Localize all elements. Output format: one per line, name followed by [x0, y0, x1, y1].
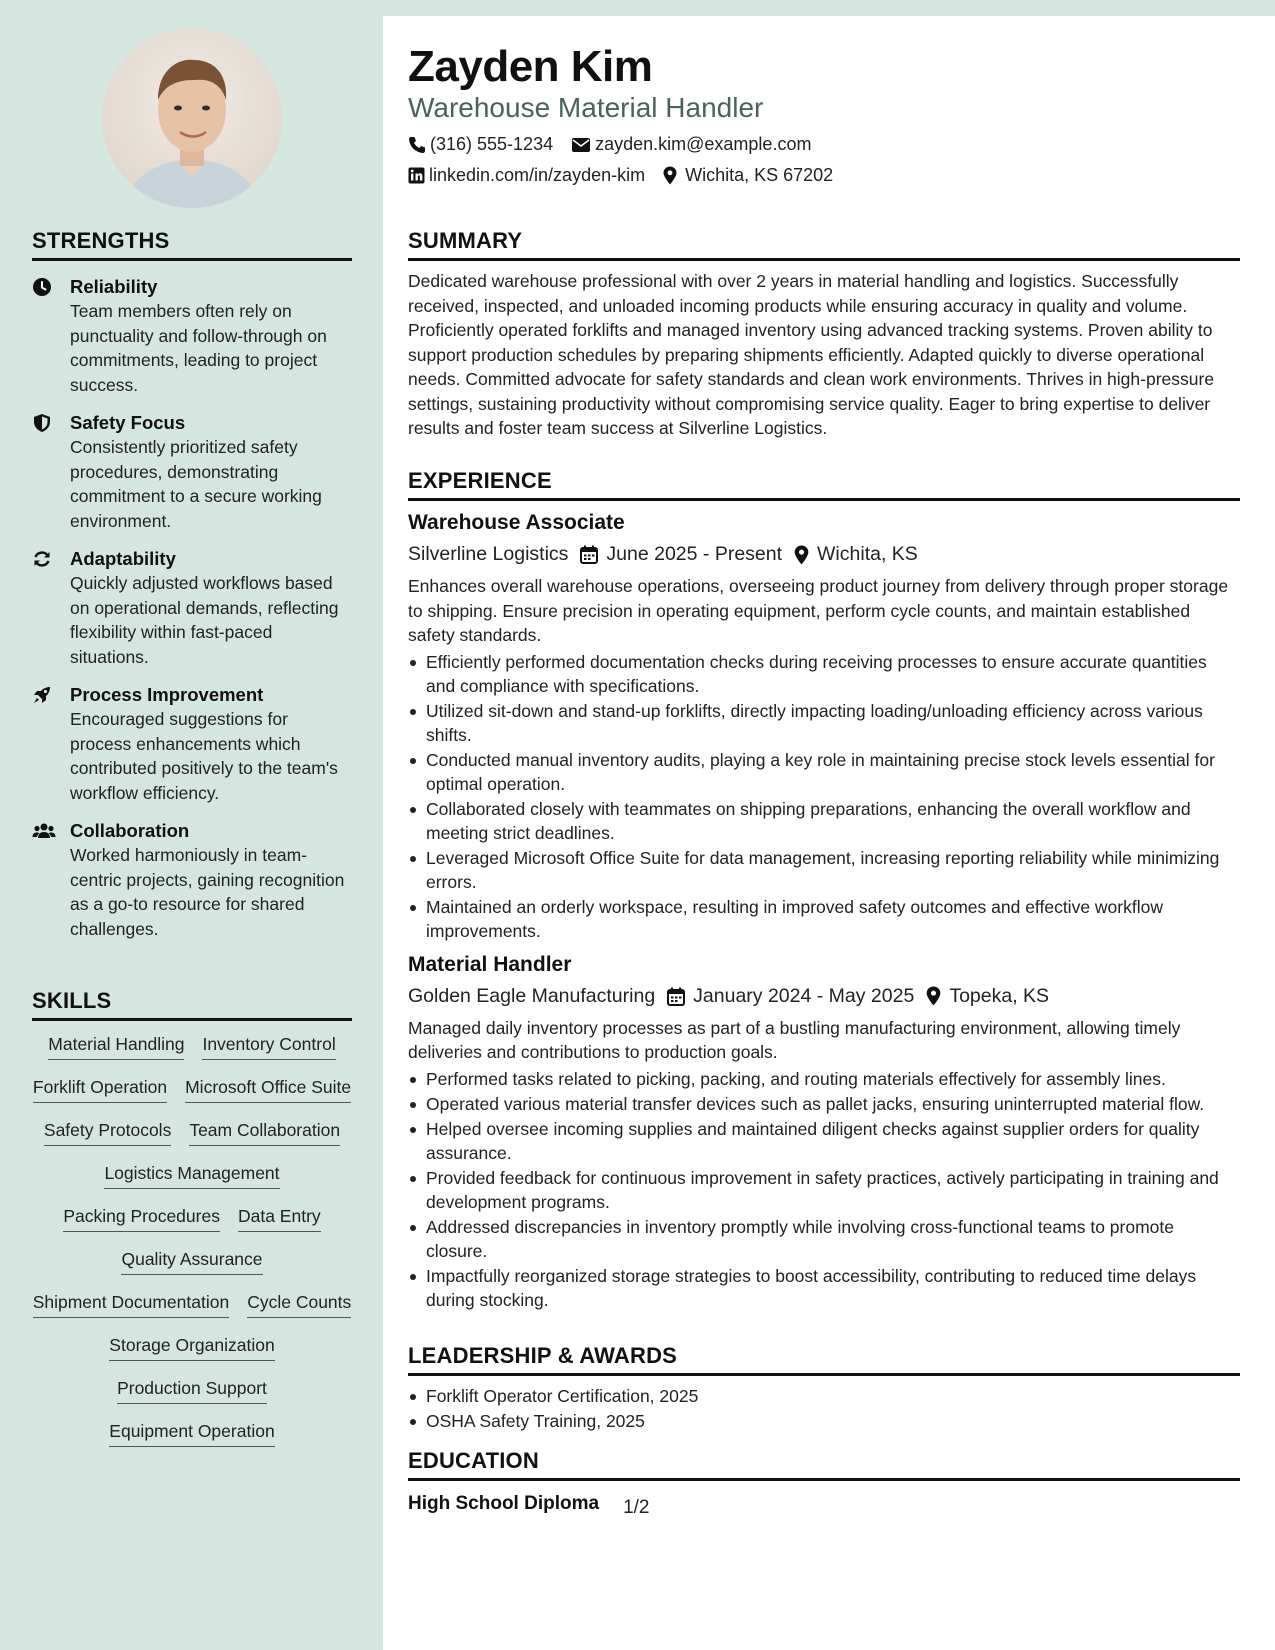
list-item: OSHA Safety Training, 2025	[408, 1409, 1240, 1433]
list-item: Conducted manual inventory audits, playing a key role in maintaining precise stock levels essential for optimal operation.	[408, 748, 1240, 796]
contact-row-2	[408, 165, 851, 186]
strengths-section	[32, 228, 352, 941]
summary-section	[408, 228, 1240, 441]
list-item: Helped oversee incoming supplies and maintained diligent checks against supplier orders for quality assurance.	[408, 1117, 1240, 1165]
summary-title: SUMMARY	[408, 228, 1240, 261]
job-description: Enhances overall warehouse operations, overseeing product journey from delivery through proper storage to shipping. Ensure precision in operating equipment, perform cycle counts, and maintain established safety standards.	[408, 576, 1229, 645]
calendar-icon	[667, 987, 685, 1006]
phone-icon	[408, 136, 426, 154]
skills-section	[32, 988, 352, 1447]
skill-tag: Microsoft Office Suite	[185, 1076, 351, 1103]
strength-desc: Quickly adjusted workflows based on operational demands, reflecting flexibility within fast-paced situations.	[70, 573, 339, 667]
job-meta	[408, 985, 1240, 1008]
skill-tag: Material Handling	[48, 1033, 184, 1060]
job-entry	[408, 953, 1240, 1312]
strength-name: Collaboration	[70, 820, 190, 841]
skill-tag: Quality Assurance	[121, 1248, 262, 1275]
strength-name: Safety Focus	[70, 412, 186, 433]
strength-desc: Consistently prioritized safety procedures, demonstrating commitment to a secure working environment.	[70, 437, 322, 531]
education-degree: High School Diploma	[408, 1493, 600, 1514]
skill-tag: Forklift Operation	[33, 1076, 167, 1103]
strength-item	[32, 683, 352, 805]
skill-tag: Production Support	[117, 1377, 267, 1404]
strength-item	[32, 275, 352, 397]
sync-icon	[32, 549, 52, 569]
linkedin-icon	[408, 167, 425, 184]
strength-item	[32, 411, 352, 533]
summary-text: Dedicated warehouse professional with over 2 years in material handling and logistics. Successfully received, inspected, and unloaded incoming products while ensuring accuracy in quality and volume. Proficiently operated forklifts and managed inventory using advanced tracking systems. Proven ability to support production schedules by preparing shipments efficiently. Adapted quickly to diverse operational needs. Committed advocate for safety standards and clean work environments. Thrives in high-pressure settings, sustaining productivity without compromising service quality. Eager to bring expertise to deliver results and foster team success at Silverline Logistics.	[408, 271, 1215, 438]
list-item: Forklift Operator Certification, 2025	[408, 1384, 1240, 1408]
list-item: Utilized sit-down and stand-up forklifts, directly impacting loading/unloading efficiency across various shifts.	[408, 699, 1240, 747]
clock-icon	[32, 277, 52, 297]
strengths-title: STRENGTHS	[32, 228, 352, 261]
list-item: Impactfully reorganized storage strategies to boost accessibility, contributing to reduced time delays during stocking.	[408, 1264, 1240, 1312]
candidate-role: Warehouse Material Handler	[408, 92, 764, 123]
job-company: Golden Eagle Manufacturing	[408, 984, 656, 1007]
location-text: Wichita, KS 67202	[685, 165, 834, 185]
job-title: Warehouse Associate	[408, 511, 625, 534]
rocket-icon	[32, 685, 52, 705]
education-entry	[408, 1493, 1240, 1518]
strength-name: Process Improvement	[70, 684, 264, 705]
skill-tag: Storage Organization	[109, 1334, 274, 1361]
list-item: Provided feedback for continuous improvement in safety practices, actively participating in training and development programs.	[408, 1166, 1240, 1214]
list-item: Addressed discrepancies in inventory promptly while involving cross-functional teams to promote closure.	[408, 1215, 1240, 1263]
job-description: Managed daily inventory processes as part of a bustling manufacturing environment, allowing timely deliveries and contributions to production goals.	[408, 1017, 1181, 1062]
skill-tag: Safety Protocols	[44, 1119, 171, 1146]
sidebar	[0, 0, 383, 1650]
list-item: Maintained an orderly workspace, resulting in improved safety outcomes and effective workflow improvements.	[408, 895, 1240, 943]
contact-row-1	[408, 134, 829, 155]
skill-tag: Team Collaboration	[189, 1119, 340, 1146]
shield-icon	[32, 413, 52, 433]
main-content	[383, 16, 1275, 1650]
awards-title: LEADERSHIP & AWARDS	[408, 1343, 1240, 1376]
strength-desc: Worked harmoniously in team-centric projects, gaining recognition as a go-to resource for shared challenges.	[70, 845, 345, 939]
job-dates: June 2025 - Present	[606, 543, 783, 565]
skill-tag: Logistics Management	[104, 1162, 279, 1189]
job-meta	[408, 543, 1240, 566]
skills-title: SKILLS	[32, 988, 352, 1021]
calendar-icon	[580, 545, 598, 564]
list-item: Leveraged Microsoft Office Suite for data management, increasing reporting reliability while minimizing errors.	[408, 846, 1240, 894]
experience-title: EXPERIENCE	[408, 468, 1240, 501]
skills-list	[32, 1033, 352, 1447]
list-item: Performed tasks related to picking, packing, and routing materials effectively for assembly lines.	[408, 1067, 1240, 1091]
email-link[interactable]: zayden.kim@example.com	[595, 134, 812, 154]
strength-item	[32, 819, 352, 941]
profile-photo	[102, 28, 282, 208]
candidate-name: Zayden Kim	[408, 42, 653, 91]
location-pin-icon	[663, 166, 677, 185]
awards-section	[408, 1343, 1240, 1434]
skill-tag: Data Entry	[238, 1205, 321, 1232]
job-location: Wichita, KS	[817, 543, 918, 565]
skill-tag: Packing Procedures	[63, 1205, 220, 1232]
list-item: Operated various material transfer devices such as pallet jacks, ensuring uninterrupted material flow.	[408, 1092, 1240, 1116]
job-title: Material Handler	[408, 952, 572, 976]
page-indicator: 1/2	[623, 1497, 650, 1518]
linkedin-link[interactable]: linkedin.com/in/zayden-kim	[429, 165, 646, 185]
job-company: Silverline Logistics	[408, 543, 569, 565]
experience-section	[408, 468, 1240, 1313]
skill-tag: Inventory Control	[202, 1033, 335, 1060]
strength-desc: Encouraged suggestions for process enhancements which contributed positively to the team's workflow efficiency.	[70, 709, 338, 803]
strength-item	[32, 547, 352, 669]
skill-tag: Cycle Counts	[247, 1291, 351, 1318]
job-location: Topeka, KS	[949, 984, 1050, 1007]
education-section	[408, 1448, 1240, 1518]
phone-text[interactable]: (316) 555-1234	[430, 134, 554, 154]
job-bullets	[408, 1067, 1240, 1312]
education-title: EDUCATION	[408, 1448, 1240, 1481]
job-bullets	[408, 650, 1240, 943]
strength-name: Adaptability	[70, 548, 176, 569]
list-item: Efficiently performed documentation checks during receiving processes to ensure accurate quantities and compliance with specifications.	[408, 650, 1240, 698]
skill-tag: Shipment Documentation	[33, 1291, 230, 1318]
skill-tag: Equipment Operation	[109, 1420, 274, 1447]
list-item: Collaborated closely with teammates on shipping preparations, enhancing the overall workflow and meeting strict deadlines.	[408, 797, 1240, 845]
strength-desc: Team members often rely on punctuality and follow-through on commitments, leading to project success.	[70, 301, 327, 395]
strength-name: Reliability	[70, 276, 158, 297]
location-pin-icon	[926, 986, 941, 1006]
job-dates: January 2024 - May 2025	[693, 984, 915, 1007]
users-icon	[32, 821, 56, 841]
awards-list	[408, 1384, 1240, 1433]
job-entry	[408, 511, 1240, 943]
envelope-icon	[571, 137, 591, 153]
location-pin-icon	[794, 545, 809, 565]
